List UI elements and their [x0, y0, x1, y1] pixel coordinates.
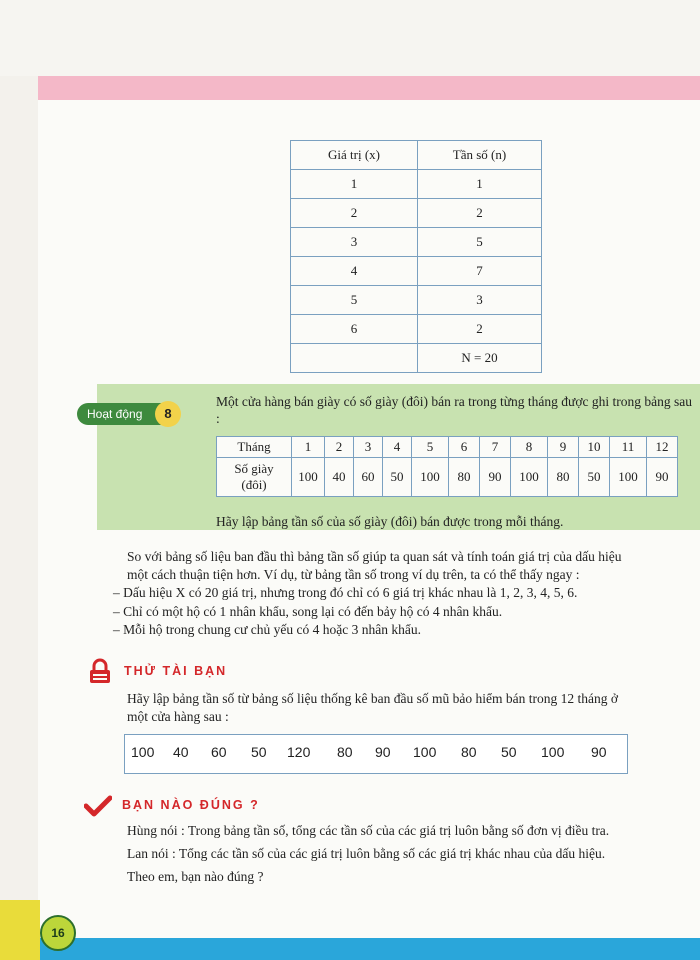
- table-cell: 8: [511, 437, 548, 458]
- table-cell: 90: [647, 458, 678, 497]
- table-cell: 40: [325, 458, 354, 497]
- frequency-table: [290, 140, 542, 373]
- table-cell: 5: [412, 437, 449, 458]
- data-values-box: [124, 734, 628, 774]
- shoe-sales-table: [216, 436, 678, 497]
- data-value: 90: [591, 744, 607, 760]
- table-cell: 1: [291, 170, 418, 199]
- table-cell: 3: [418, 286, 542, 315]
- header-band: [38, 76, 700, 100]
- table-row: [291, 315, 542, 344]
- table-cell: 100: [412, 458, 449, 497]
- table-cell: 90: [480, 458, 511, 497]
- month-row: [217, 437, 678, 458]
- table-cell: 3: [354, 437, 383, 458]
- table-cell: 10: [579, 437, 610, 458]
- table-cell: 2: [418, 199, 542, 228]
- question-line: Theo em, bạn nào đúng ?: [127, 869, 264, 884]
- table-cell: 7: [418, 257, 542, 286]
- lock-icon: [88, 658, 112, 684]
- table-cell: 1: [292, 437, 325, 458]
- side-margin-strip: [0, 900, 40, 960]
- data-value: 90: [375, 744, 391, 760]
- table-cell: 11: [610, 437, 647, 458]
- activity-intro: Một cửa hàng bán giày có số giày (đôi) bán ra trong từng tháng được ghi trong bảng sau :: [216, 394, 692, 426]
- explanation-bullet: – Mỗi hộ trong chung cư chủ yếu có 4 hoặc 3 nhân khẩu.: [113, 622, 421, 637]
- table-row: [291, 257, 542, 286]
- challenge-title: THỬ TÀI BẠN: [124, 664, 228, 678]
- table-cell: 4: [291, 257, 418, 286]
- table-cell: 5: [291, 286, 418, 315]
- data-value: 100: [413, 744, 437, 760]
- row-label: Tháng: [217, 437, 292, 458]
- row-label-line: (đôi): [241, 477, 267, 492]
- table-cell: 100: [292, 458, 325, 497]
- data-value: 100: [131, 744, 155, 760]
- table-cell: 50: [579, 458, 610, 497]
- check-icon: [84, 795, 112, 817]
- data-value: 100: [541, 744, 565, 760]
- dialogue-line: Lan nói : Tổng các tần số của các giá trị luôn bằng số các giá trị khác nhau của dấu hiệu.: [127, 846, 606, 861]
- activity-badge: Hoạt động: [77, 403, 179, 425]
- table-cell: 2: [325, 437, 354, 458]
- table-header-cell: Giá trị (x): [291, 141, 418, 170]
- table-cell: 4: [383, 437, 412, 458]
- table-row: [291, 228, 542, 257]
- dialogue-line: Hùng nói : Trong bảng tần số, tổng các tần số của các giá trị luôn bằng số đơn vị điều tra.: [127, 823, 610, 838]
- footer-band: [40, 938, 700, 960]
- data-value: 50: [501, 744, 517, 760]
- data-value: 80: [337, 744, 353, 760]
- table-cell: 6: [291, 315, 418, 344]
- who-is-right-title: BẠN NÀO ĐÚNG ?: [122, 798, 260, 812]
- table-cell: 9: [548, 437, 579, 458]
- table-cell: 80: [449, 458, 480, 497]
- shoe-count-row: [217, 458, 678, 497]
- table-cell: 1: [418, 170, 542, 199]
- activity-number: 8: [155, 401, 181, 427]
- explanation-bullet: – Dấu hiệu X có 20 giá trị, nhưng trong đó chỉ có 6 giá trị khác nhau là 1, 2, 3, 4, 5, 6.: [113, 585, 578, 600]
- table-cell: 5: [418, 228, 542, 257]
- activity-task: Hãy lập bảng tần số của số giày (đôi) bán được trong mỗi tháng.: [216, 514, 564, 529]
- data-value: 80: [461, 744, 477, 760]
- table-cell: 60: [354, 458, 383, 497]
- table-total-row: [291, 344, 542, 373]
- explanation-line: So với bảng số liệu ban đầu thì bảng tần số giúp ta quan sát và tính toán giá trị của dấu hiệu: [127, 549, 622, 564]
- table-row: [291, 170, 542, 199]
- table-cell: 80: [548, 458, 579, 497]
- table-cell: 100: [511, 458, 548, 497]
- row-label-line: Số giày: [234, 461, 274, 476]
- challenge-line: Hãy lập bảng tần số từ bảng số liệu thống kê ban đầu số mũ bảo hiểm bán trong 12 tháng ở: [127, 691, 618, 706]
- page-number: 16: [40, 915, 76, 951]
- table-cell: 2: [418, 315, 542, 344]
- table-total-cell: N = 20: [418, 344, 542, 373]
- table-row: [291, 199, 542, 228]
- data-value: 120: [287, 744, 311, 760]
- explanation-bullet: – Chỉ có một hộ có 1 nhân khẩu, song lại có đến bảy hộ có 4 nhân khẩu.: [113, 604, 503, 619]
- data-value: 40: [173, 744, 189, 760]
- table-cell: 12: [647, 437, 678, 458]
- data-value: 50: [251, 744, 267, 760]
- data-value: 60: [211, 744, 227, 760]
- table-cell: 7: [480, 437, 511, 458]
- table-header-cell: Tần số (n): [418, 141, 542, 170]
- row-label: [217, 458, 292, 497]
- table-row: [291, 286, 542, 315]
- table-cell: 2: [291, 199, 418, 228]
- table-cell: 50: [383, 458, 412, 497]
- scan-top-margin: [0, 0, 700, 76]
- challenge-line: một cửa hàng sau :: [127, 709, 229, 724]
- table-header-row: [291, 141, 542, 170]
- table-cell: 100: [610, 458, 647, 497]
- table-cell: 6: [449, 437, 480, 458]
- table-cell: 3: [291, 228, 418, 257]
- table-cell-empty: [291, 344, 418, 373]
- explanation-line: một cách thuận tiện hơn. Ví dụ, từ bảng tần số trong ví dụ trên, ta có thể thấy ngay :: [127, 567, 580, 582]
